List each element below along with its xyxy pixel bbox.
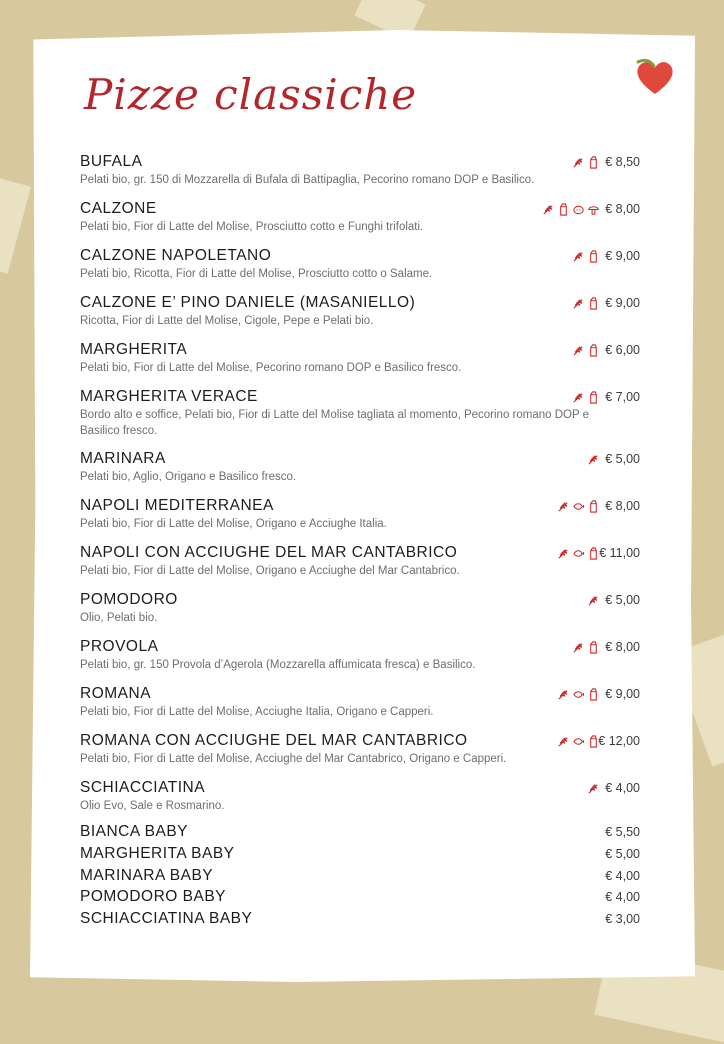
wheat-icon xyxy=(557,735,570,749)
baby-menu-item xyxy=(80,845,645,867)
allergen-icons xyxy=(572,344,600,358)
item-description: Pelati bio, Fior di Latte del Molise, Pecorino romano DOP e Basilico fresco. xyxy=(80,362,462,374)
wheat-icon xyxy=(557,547,570,561)
item-price: € 5,00 xyxy=(605,846,640,861)
item-name: ROMANA CON ACCIUGHE DEL MAR CANTABRICO xyxy=(80,732,468,749)
menu-item xyxy=(80,544,645,591)
allergen-icons xyxy=(557,735,600,749)
item-description: Pelati bio, Fior di Latte del Molise, Acciughe del Mar Cantabrico, Origano e Capperi. xyxy=(80,753,507,765)
item-name: MARINARA xyxy=(80,450,166,467)
item-price: € 8,00 xyxy=(605,640,640,654)
allergen-icons xyxy=(557,688,600,702)
item-name: MARGHERITA VERACE xyxy=(80,388,258,405)
item-description: Ricotta, Fior di Latte del Molise, Cigole, Pepe e Pelati bio. xyxy=(80,315,374,327)
item-price: € 7,00 xyxy=(605,390,640,404)
heart-chili-icon xyxy=(630,50,680,100)
item-price: € 5,00 xyxy=(605,593,640,607)
allergen-icons xyxy=(572,391,600,405)
item-price: € 3,00 xyxy=(605,912,640,927)
menu-item xyxy=(80,591,645,638)
fish-icon xyxy=(572,688,585,702)
menu-item xyxy=(80,779,645,826)
baby-menu-item xyxy=(80,910,645,932)
item-name: NAPOLI CON ACCIUGHE DEL MAR CANTABRICO xyxy=(80,544,458,561)
wheat-icon xyxy=(572,391,585,405)
item-name: MARGHERITA BABY xyxy=(80,844,235,862)
menu-item xyxy=(80,732,645,779)
item-name: BUFALA xyxy=(80,153,143,170)
item-description: Pelati bio, Fior di Latte del Molise, Origano e Acciughe del Mar Cantabrico. xyxy=(80,565,460,577)
item-description: Pelati bio, Aglio, Origano e Basilico fresco. xyxy=(80,471,297,483)
wheat-icon xyxy=(542,203,555,217)
menu-item xyxy=(80,685,645,732)
item-name: SCHIACCIATINA xyxy=(80,779,206,796)
item-description: Olio, Pelati bio. xyxy=(80,612,158,624)
menu-item xyxy=(80,200,645,247)
item-price: € 4,00 xyxy=(605,781,640,795)
item-name: CALZONE xyxy=(80,200,157,217)
item-name: CALZONE NAPOLETANO xyxy=(80,247,272,264)
item-price: € 5,50 xyxy=(605,825,640,839)
item-description: Pelati bio, Fior di Latte del Molise, Prosciutto cotto e Funghi trifolati. xyxy=(80,221,424,233)
item-description: Pelati bio, Ricotta, Fior di Latte del Molise, Prosciutto cotto o Salame. xyxy=(80,268,433,280)
menu-item xyxy=(80,497,645,544)
menu-item xyxy=(80,153,645,200)
fish-icon xyxy=(572,547,585,561)
item-price: € 5,00 xyxy=(605,452,640,466)
allergen-icons xyxy=(557,500,600,514)
baby-menu-item xyxy=(80,888,645,910)
pizza-list xyxy=(80,153,645,826)
baby-menu-item xyxy=(80,867,645,889)
item-name: SCHIACCIATINA BABY xyxy=(80,910,253,928)
item-name: POMODORO BABY xyxy=(80,888,227,906)
item-price: € 9,00 xyxy=(605,687,640,701)
menu-item xyxy=(80,638,645,685)
item-name: MARINARA BABY xyxy=(80,866,214,884)
baby-menu-item xyxy=(80,823,645,845)
allergen-icons xyxy=(572,641,600,655)
wheat-icon xyxy=(557,688,570,702)
allergen-icons xyxy=(572,250,600,264)
item-description: Bordo alto e soffice, Pelati bio, Fior di Latte del Molise tagliata al momento, Pecorino romano DOP e Basilico fresco. xyxy=(80,409,590,437)
wheat-icon xyxy=(572,641,585,655)
allergen-icons xyxy=(572,297,600,311)
menu-item xyxy=(80,388,645,450)
item-price: € 4,00 xyxy=(605,868,640,883)
item-price: € 12,00 xyxy=(598,734,640,748)
wheat-icon xyxy=(572,344,585,358)
menu-item xyxy=(80,294,645,341)
menu-title: Pizze classiche xyxy=(84,70,418,119)
background-shape xyxy=(0,176,31,273)
milk-icon xyxy=(557,203,570,217)
allergen-icons xyxy=(542,203,600,217)
allergen-icons xyxy=(572,156,600,170)
item-name: MARGHERITA xyxy=(80,341,188,358)
fish-icon xyxy=(572,735,585,749)
wheat-icon xyxy=(572,250,585,264)
item-description: Pelati bio, gr. 150 di Mozzarella di Bufala di Battipaglia, Pecorino romano DOP e Basilico. xyxy=(80,174,535,186)
menu-item xyxy=(80,341,645,388)
fish-icon xyxy=(572,500,585,514)
item-name: NAPOLI MEDITERRANEA xyxy=(80,497,274,514)
item-description: Pelati bio, Fior di Latte del Molise, Origano e Acciughe Italia. xyxy=(80,518,387,530)
item-description: Olio Evo, Sale e Rosmarino. xyxy=(80,800,225,812)
item-price: € 11,00 xyxy=(599,546,640,560)
item-price: € 6,00 xyxy=(605,343,640,357)
item-name: CALZONE E’ PINO DANIELE (MASANIELLO) xyxy=(80,294,416,311)
wheat-icon xyxy=(572,297,585,311)
item-price: € 9,00 xyxy=(605,296,640,310)
allergen-icons xyxy=(557,547,600,561)
item-description: Pelati bio, Fior di Latte del Molise, Acciughe Italia, Origano e Capperi. xyxy=(80,706,434,718)
item-description: Pelati bio, gr. 150 Provola d’Agerola (Mozzarella affumicata fresca) e Basilico. xyxy=(80,659,476,671)
item-name: BIANCA BABY xyxy=(80,823,189,840)
menu-item xyxy=(80,247,645,294)
wheat-icon xyxy=(557,500,570,514)
item-price: € 8,00 xyxy=(605,499,640,513)
item-name: POMODORO xyxy=(80,591,178,608)
pork-icon xyxy=(572,203,585,217)
item-price: € 8,00 xyxy=(605,202,640,216)
menu-item xyxy=(80,450,645,497)
item-price: € 8,50 xyxy=(605,155,640,169)
item-price: € 4,00 xyxy=(605,890,640,905)
wheat-icon xyxy=(572,156,585,170)
item-price: € 9,00 xyxy=(605,249,640,263)
item-name: PROVOLA xyxy=(80,638,159,655)
item-name: ROMANA xyxy=(80,685,152,702)
baby-pizza-list xyxy=(80,823,645,932)
